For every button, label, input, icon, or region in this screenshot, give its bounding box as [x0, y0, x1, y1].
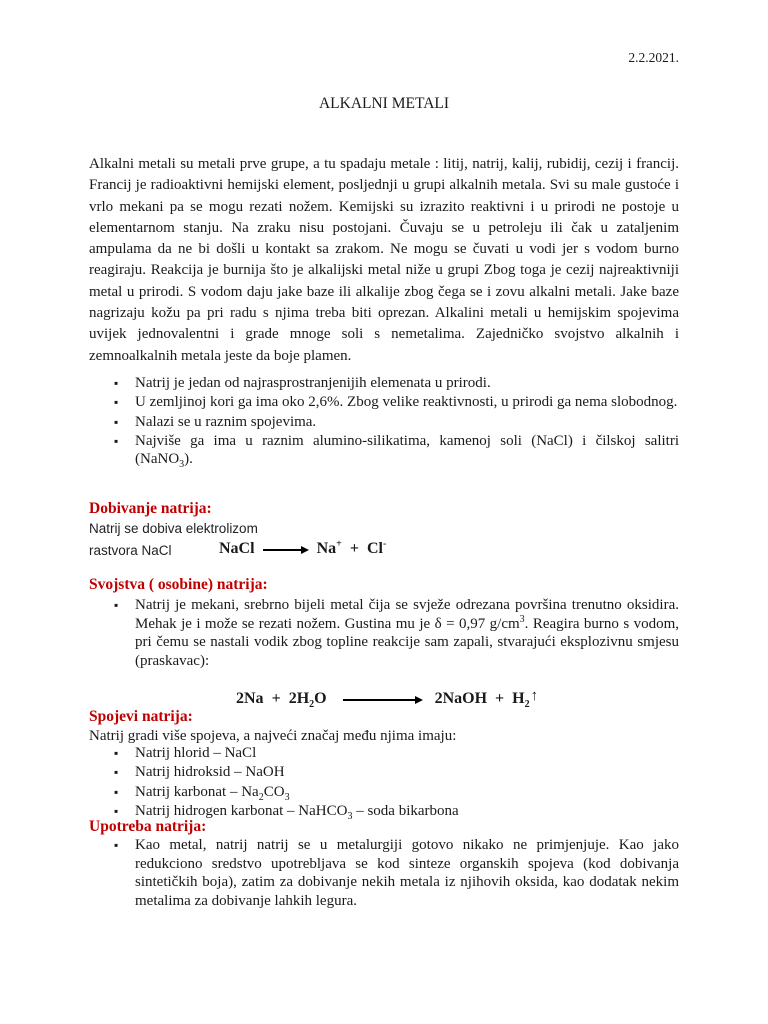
- list-item: ▪ Natrij hlorid – NaCl: [114, 745, 257, 761]
- facts-list: [89, 374, 679, 469]
- reaction-arrow-icon: [339, 694, 423, 704]
- bullet-icon: ▪: [114, 433, 119, 448]
- spojevi-intro: Natrij gradi više spojeva, a najveći značaj među njima imaju:: [89, 728, 457, 744]
- bullet-icon: ▪: [114, 376, 119, 390]
- bullet-icon: ▪: [114, 395, 119, 410]
- section-heading-dobivanje: Dobivanje natrija:: [89, 500, 212, 517]
- bullet-icon: ▪: [114, 803, 119, 818]
- list-item: ▪ Natrij je jedan od najrasprostranjenijih elemenata u prirodi.: [114, 375, 491, 391]
- bullet-icon: ▪: [114, 746, 119, 760]
- usage-list: [89, 836, 679, 911]
- list-item: ▪ Natrij hidrogen karbonat – NaHCO$_3$ – soda bikarbona: [114, 802, 459, 822]
- reaction-arrow-icon: [263, 544, 309, 554]
- bullet-icon: ▪: [114, 838, 119, 852]
- bullet-icon: ▪: [114, 598, 119, 612]
- properties-list: [89, 596, 679, 671]
- list-item: ▪ Natrij je mekani, srebrno bijeli metal čija se svježe odrezana površina trenutno oksidira. Mehak je i može se rezati nožem. Gustina mu je δ = 0,97 $g/cm^3$. Reagira burno s vodom, pri čemu se nastali vodik zbog topline reakcije sam zapali, stvarajući eksplozivnu smjesu (praskavac):: [114, 597, 680, 669]
- list-item: ▪ Nalazi se u raznim spojevima.: [114, 413, 317, 430]
- section-heading-upotreba: Upotreba natrija:: [89, 818, 207, 835]
- water-reaction-equation: $2Na + 2H_2O$ 2NaOH + $H_2↑$: [236, 688, 539, 711]
- section-heading-spojevi: Spojevi natrija:: [89, 708, 193, 725]
- document-title: ALKALNI METALI: [318, 95, 450, 112]
- electrolysis-equation: NaCl Na+ + Cl-: [219, 538, 387, 557]
- bullet-icon: ▪: [114, 784, 119, 799]
- list-item: ▪ Kao metal, natrij natrij se u metalurgiji gotovo nikako ne primjenjuje. Kao jako redukciono sredstvo upotrebljava se kod sinteze organskih spojeva (kod dobivanja sintetičkih boja), zatim za dobivanje nekih metala iz njihovih oksida, kao dodatak nekim metalima za dobivanje lahkih legura.: [114, 837, 679, 909]
- bullet-icon: ▪: [114, 414, 119, 429]
- document-date: 2.2.2021.: [628, 50, 679, 65]
- dobivanje-line-2: rastvora NaCl: [89, 543, 172, 558]
- intro-paragraph: Alkalni metali su metali prve grupe, a tu spadaju metale : litij, natrij, kalij, rubidij, cezij i francij. Francij je radioaktivni hemijski element, posljednji u grupi alkalnih metala. Svi su male gustoće i vrlo mekani pa se mogu rezati nožem. Kemijski su izrazito reaktivni i u prirodi ne postoje u elementarnom stanju. Na zraku nisu postojani. Čuvaju se u petroleju ili čak u zataljenim ampulama da ne bi došli u kontakt sa zrakom. Ne mogu se čuvati u vodi jer s vodom burno reagiraju. Reakcija je burnija što je alkalijski metal niže u grupi Zbog toga je cezij najreaktivniji metal u prirodi. S vodom daju jake baze ili alkalije zbog čega se i zovu alkalni metali. Jake baze nagrizaju kožu pa pri radu s njima treba biti oprezan. Alkalini metali u hemijskim spojevima uvijek jednovalentni i grade mnoge soli s nemetalima. Zajedničko svojstvo alkalnih i zemnoalkalnih metala jeste da boje plamen.: [89, 156, 679, 364]
- gas-arrow-icon: ↑: [530, 688, 539, 704]
- bullet-icon: ▪: [114, 765, 119, 780]
- list-item: ▪ U zemljinoj kori ga ima oko 2,6%. Zbog velike reaktivnosti, u prirodi ga nema slobodnog.: [114, 394, 678, 411]
- list-item: ▪ Najviše ga ima u raznim alumino-silikatima, kamenoj soli (NaCl) i čilskoj salitri (NaNO$_3$).: [114, 432, 679, 471]
- list-item: ▪ Natrij hidroksid – NaOH: [114, 764, 285, 781]
- compounds-list: [89, 744, 679, 821]
- section-heading-svojstva: Svojstva ( osobine) natrija:: [89, 576, 268, 593]
- dobivanje-line-1: Natrij se dobiva elektrolizom: [89, 521, 258, 536]
- list-item: ▪ Natrij karbonat – $Na_2CO_3$: [114, 783, 290, 803]
